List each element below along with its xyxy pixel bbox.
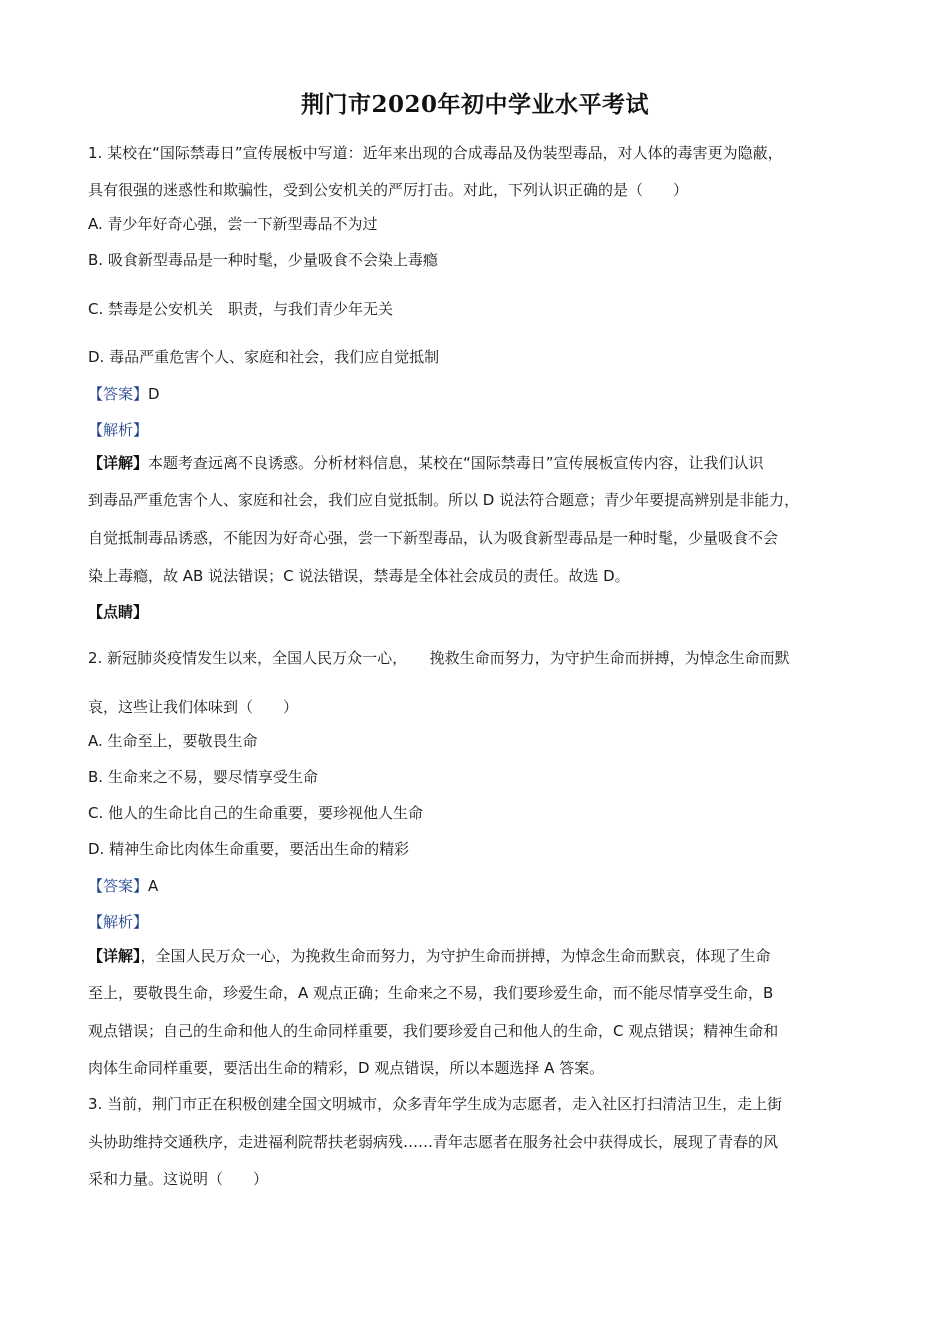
question-2-option-c: C. 他人的生命比自己的生命重要，要珍视他人生命 — [88, 804, 424, 822]
question-1-option-c: C. 禁毒是公安机关 职责，与我们青少年无关 — [88, 300, 394, 318]
answer-value: A — [148, 877, 159, 895]
question-2-detail-line-4: 肉体生命同样重要，要活出生命的精彩，D 观点错误，所以本题选择 A 答案。 — [88, 1059, 605, 1077]
analysis-label: 【解析】 — [88, 421, 149, 439]
question-1-detail-line-1: 【详解】本题考查远离不良诱惑。分析材料信息，某校在“国际禁毒日”宣传展板宣传内容，让我们认识 — [88, 454, 764, 472]
answer-label: 【答案】 — [88, 877, 149, 895]
question-1-detail-line-3: 自觉抵制毒品诱惑，不能因为好奇心强，尝一下新型毒品，认为吸食新型毒品是一种时髦，少量吸食不会 — [88, 529, 779, 547]
page-title: 荆门市2020年初中学业水平考试 — [300, 91, 649, 118]
question-1-stem-line-1: 1. 某校在“国际禁毒日”宣传展板中写道：近年来出现的合成毒品及伪装型毒品，对人体的毒害更为隐蔽， — [88, 144, 783, 162]
question-2-stem-line-1: 2. 新冠肺炎疫情发生以来，全国人民万众一心， 挽救生命而努力，为守护生命而拼搏，为悼念生命而默 — [88, 649, 790, 667]
question-1-comment-label — [88, 602, 878, 622]
question-3-stem-line-3: 采和力量。这说明（ ） — [88, 1170, 269, 1188]
question-1-analysis-label — [88, 420, 878, 440]
question-2-option-b: B. 生命来之不易，婴尽情享受生命 — [88, 768, 318, 786]
question-2-option-a: A. 生命至上，要敬畏生命 — [88, 732, 258, 750]
question-2-detail-line-1: 【详解】，全国人民万众一心，为挽救生命而努力，为守护生命而拼搏，为悼念生命而默哀，体现了生命 — [88, 947, 771, 965]
question-1-detail-line-2: 到毒品严重危害个人、家庭和社会，我们应自觉抵制。所以 D 说法符合题意；青少年要提高辨别是非能力， — [88, 491, 800, 509]
detail-label: 【详解】 — [88, 947, 141, 965]
detail-label: 【详解】 — [88, 454, 149, 472]
question-2-stem-line-2: 哀，这些让我们体味到（ ） — [88, 698, 299, 716]
answer-value: D — [148, 385, 160, 403]
question-1-stem-line-2: 具有很强的迷惑性和欺骗性，受到公安机关的严厉打击。对此，下列认识正确的是（ ） — [88, 181, 689, 199]
question-1-detail-line-4: 染上毒瘾，故 AB 说法错误；C 说法错误，禁毒是全体社会成员的责任。故选 D。 — [88, 567, 630, 585]
question-1-option-a: A. 青少年好奇心强，尝一下新型毒品不为过 — [88, 215, 378, 233]
question-1-option-b: B. 吸食新型毒品是一种时髦，少量吸食不会染上毒瘾 — [88, 251, 438, 269]
question-1-answer — [88, 384, 878, 404]
question-3-stem-line-1: 3. 当前，荆门市正在积极创建全国文明城市，众多青年学生成为志愿者，走入社区打扫清洁卫生，走上街 — [88, 1095, 783, 1113]
question-2-detail-line-3: 观点错误；自己的生命和他人的生命同样重要，我们要珍爱自己和他人的生命，C 观点错误；精神生命和 — [88, 1022, 779, 1040]
question-3-stem-line-2: 头协助维持交通秩序，走进福利院帮扶老弱病残……青年志愿者在服务社会中获得成长，展现了青春的风 — [88, 1133, 779, 1151]
question-1-option-d: D. 毒品严重危害个人、家庭和社会，我们应自觉抵制 — [88, 348, 440, 366]
answer-label: 【答案】 — [88, 385, 149, 403]
question-2-option-d: D. 精神生命比肉体生命重要，要活出生命的精彩 — [88, 840, 410, 858]
question-2-answer — [88, 876, 878, 896]
question-2-analysis-label — [88, 912, 878, 932]
comment-label: 【点睛】 — [88, 603, 149, 621]
question-2-detail-line-2: 至上，要敬畏生命，珍爱生命，A 观点正确；生命来之不易，我们要珍爱生命，而不能尽情享受生命，B — [88, 984, 774, 1002]
analysis-label: 【解析】 — [88, 913, 149, 931]
